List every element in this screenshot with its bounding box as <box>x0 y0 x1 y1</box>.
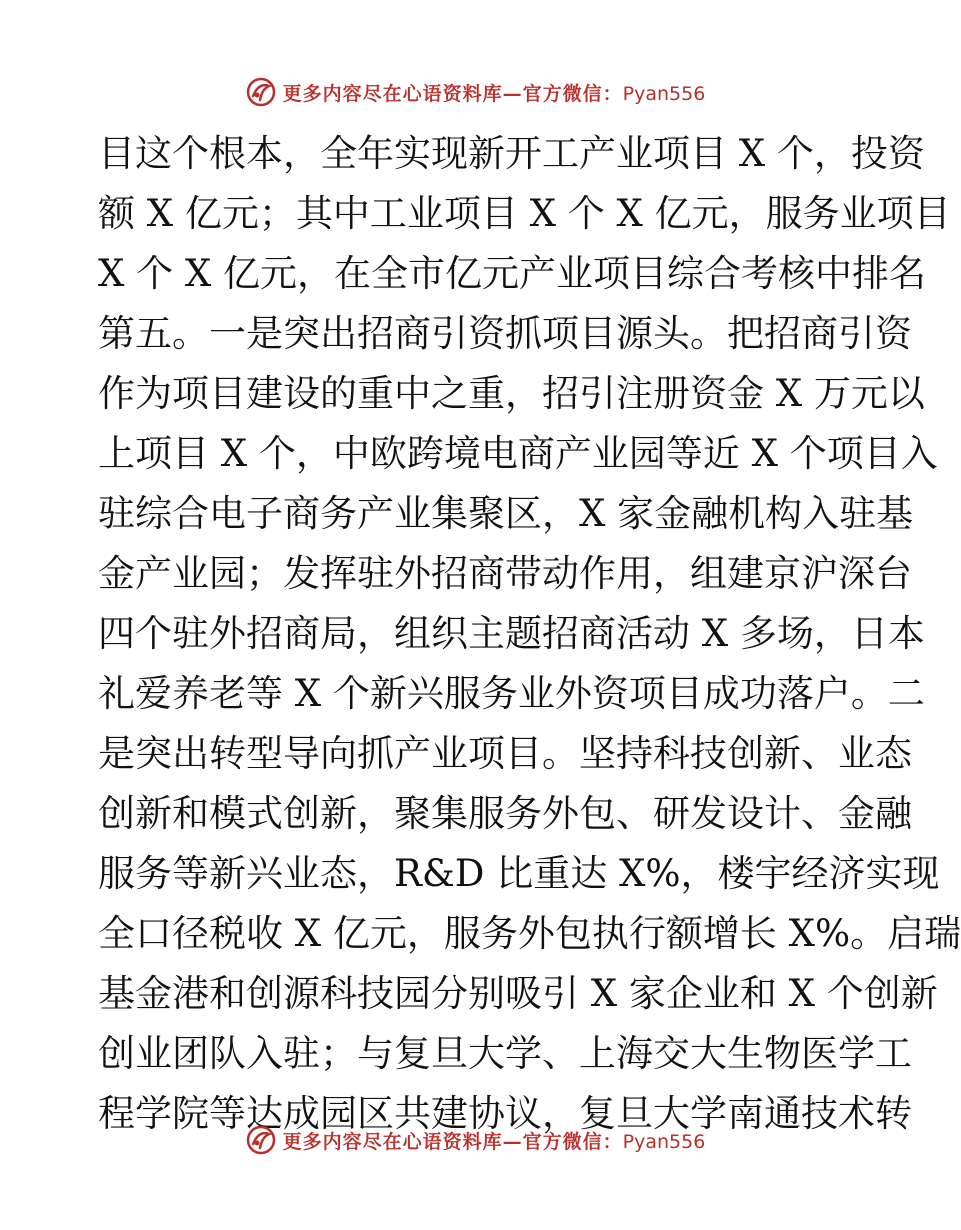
text-line: 额 X 亿元；其中工业项目 X 个 X 亿元，服务业项目 <box>98 192 951 235</box>
text-line: 四个驻外招商局，组织主题招商活动 X 多场，日本 <box>98 612 925 655</box>
red-swirl-logo-icon <box>245 76 277 108</box>
text-line: 基金港和创源科技园分别吸引 X 家企业和 X 个创新 <box>98 972 938 1015</box>
footer-banner-text <box>283 1127 706 1154</box>
text-line: 目这个根本，全年实现新开工产业项目 X 个，投资 <box>98 132 925 175</box>
text-line: X 个 X 亿元，在全市亿元产业项目综合考核中排名 <box>98 252 926 295</box>
text-line: 创业团队入驻；与复旦大学、上海交大生物医学工 <box>98 1032 912 1075</box>
text-line: 全口径税收 X 亿元，服务外包执行额增长 X%。启瑞 <box>98 912 961 955</box>
text-line: 第五。一是突出招商引资抓项目源头。把招商引资 <box>98 312 912 355</box>
document-body <box>98 124 961 1144</box>
header-banner-text <box>283 79 706 106</box>
text-line: 作为项目建设的重中之重，招引注册资金 X 万元以 <box>98 372 925 415</box>
text-line: 程学院等达成园区共建协议，复旦大学南通技术转 <box>98 1092 912 1135</box>
text-line: 金产业园；发挥驻外招商带动作用，组建京沪深台 <box>98 552 912 595</box>
text-line: 礼爱养老等 X 个新兴服务业外资项目成功落户。二 <box>98 672 925 715</box>
footer-banner <box>0 1120 950 1160</box>
footer-banner-label: 更多内容尽在心语资料库—官方微信： <box>282 1130 623 1153</box>
text-line: 创新和模式创新，聚集服务外包、研发设计、金融 <box>98 792 912 835</box>
text-line: 服务等新兴业态，R&D 比重达 X%，楼宇经济实现 <box>98 852 940 895</box>
text-line: 是突出转型导向抓产业项目。坚持科技创新、业态 <box>98 732 912 775</box>
footer-banner-account: Pyan556 <box>622 1130 706 1153</box>
text-line: 驻综合电子商务产业集聚区，X 家金融机构入驻基 <box>98 492 914 535</box>
header-banner-account: Pyan556 <box>622 82 706 105</box>
text-line: 上项目 X 个，中欧跨境电商产业园等近 X 个项目入 <box>98 432 938 475</box>
header-banner-label: 更多内容尽在心语资料库—官方微信： <box>282 82 623 105</box>
header-banner <box>0 72 950 112</box>
red-swirl-logo-icon <box>245 1124 277 1156</box>
